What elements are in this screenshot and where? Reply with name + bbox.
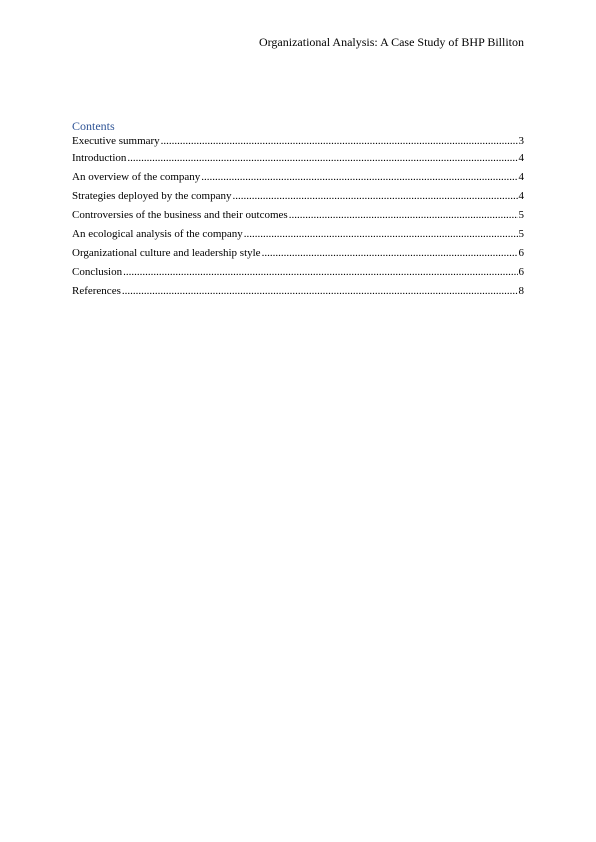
toc-dot-leader bbox=[123, 265, 517, 279]
toc-entry-ecological-analysis[interactable] bbox=[72, 227, 524, 246]
toc-entry-title: An ecological analysis of the company bbox=[72, 228, 243, 240]
toc-entry-title: References bbox=[72, 285, 121, 297]
toc-dot-leader bbox=[262, 246, 518, 260]
toc-entry-title: Strategies deployed by the company bbox=[72, 190, 232, 202]
toc-entry-strategies[interactable] bbox=[72, 189, 524, 208]
toc-dot-leader bbox=[244, 227, 518, 241]
toc-entry-page: 5 bbox=[518, 228, 524, 240]
running-header bbox=[259, 35, 524, 49]
toc-entry-page: 4 bbox=[518, 152, 524, 164]
toc-entry-title: Conclusion bbox=[72, 266, 123, 278]
toc-dot-leader bbox=[161, 134, 518, 148]
toc-entry-culture-leadership[interactable] bbox=[72, 246, 524, 265]
running-header-title: Organizational Analysis: A Case Study of BHP Billiton bbox=[258, 35, 524, 49]
toc-dot-leader bbox=[201, 170, 517, 184]
toc-entry-page: 4 bbox=[518, 171, 524, 183]
toc-entry-page: 3 bbox=[518, 135, 524, 147]
toc-dot-leader bbox=[289, 208, 518, 222]
toc-entry-controversies[interactable] bbox=[72, 208, 524, 227]
toc-entry-page: 4 bbox=[518, 190, 524, 202]
toc-entry-conclusion[interactable] bbox=[72, 265, 524, 284]
toc-entry-references[interactable] bbox=[72, 284, 524, 303]
table-of-contents bbox=[72, 119, 524, 303]
toc-entry-title: Introduction bbox=[72, 152, 127, 164]
toc-entry-page: 6 bbox=[518, 266, 524, 278]
toc-entry-title: Executive summary bbox=[72, 135, 160, 147]
toc-list bbox=[72, 134, 524, 303]
toc-entry-company-overview[interactable] bbox=[72, 170, 524, 189]
toc-dot-leader bbox=[232, 189, 517, 203]
toc-entry-title: Organizational culture and leadership style bbox=[72, 247, 261, 259]
toc-entry-title: Controversies of the business and their outcomes bbox=[72, 209, 288, 221]
toc-entry-page: 5 bbox=[518, 209, 524, 221]
toc-entry-page: 6 bbox=[518, 247, 524, 259]
toc-entry-executive-summary[interactable] bbox=[72, 134, 524, 151]
toc-dot-leader bbox=[127, 151, 517, 165]
toc-heading: Contents bbox=[72, 119, 115, 133]
toc-dot-leader bbox=[122, 284, 518, 298]
toc-entry-introduction[interactable] bbox=[72, 151, 524, 170]
toc-entry-title: An overview of the company bbox=[72, 171, 201, 183]
toc-entry-page: 8 bbox=[518, 285, 524, 297]
